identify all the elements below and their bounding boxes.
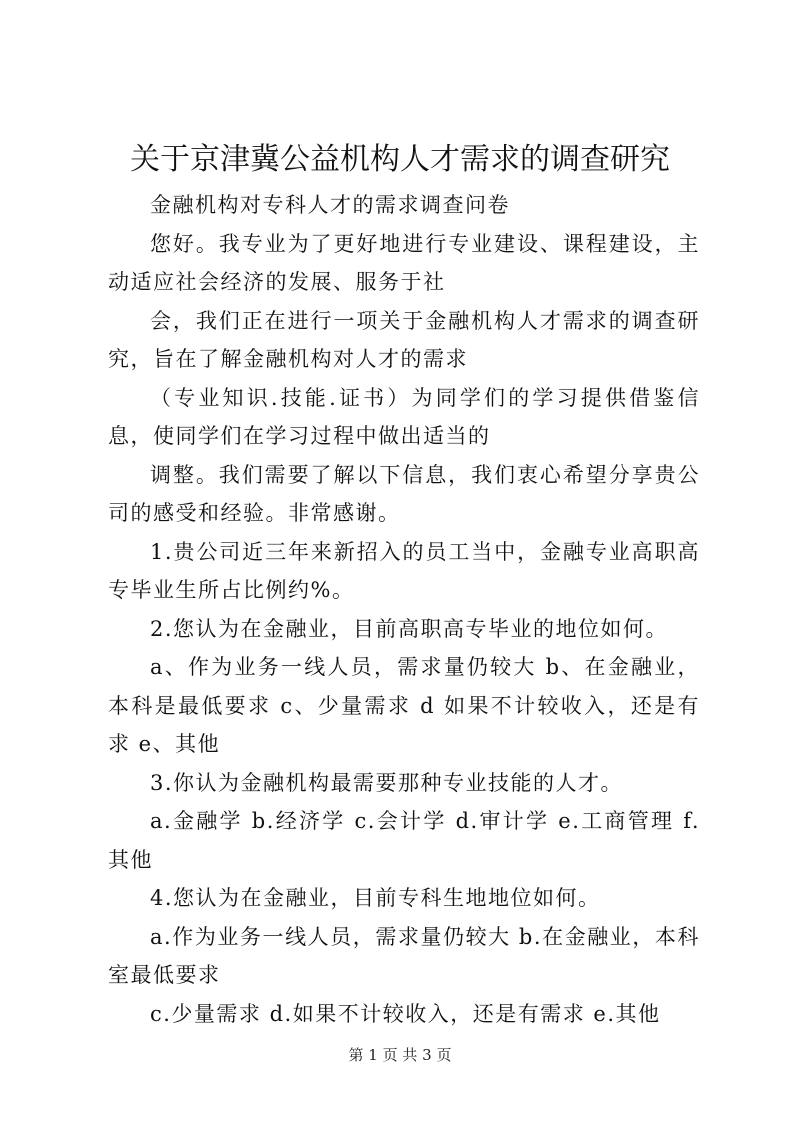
question-2-options: a、作为业务一线人员，需求量仍较大 b、在金融业，本科是最低要求 c、少量需求 d 如果不计较收入，还是有求 e、其他 bbox=[108, 655, 700, 756]
question-4: 4.您认为在金融业，目前专科生地地位如何。 bbox=[150, 886, 601, 910]
question-3: 3.你认为金融机构最需要那种专业技能的人才。 bbox=[150, 770, 624, 795]
question-2: 2.您认为在金融业，目前高职高专毕业的地位如何。 bbox=[150, 616, 669, 641]
question-1: 1.贵公司近三年来新招入的员工当中，金融专业高职高专毕业生所占比例约%。 bbox=[108, 539, 700, 602]
question-4-options: a.作为业务一线人员，需求量仍较大 b.在金融业，本科室最低要求 bbox=[108, 924, 700, 987]
body-paragraph: 您好。我专业为了更好地进行专业建设、课程建设，主动适应社会经济的发展、服务于社 bbox=[108, 231, 700, 294]
body-paragraph: 调整。我们需要了解以下信息，我们衷心希望分享贵公司的感受和经验。非常感谢。 bbox=[108, 462, 700, 525]
question-3-options: a.金融学 b.经济学 c.会计学 d.审计学 e.工商管理 f.其他 bbox=[108, 809, 700, 872]
question-4-options-continued: c.少量需求 d.如果不计较收入，还是有需求 e.其他 bbox=[150, 1001, 661, 1026]
page-number-footer: 第 1 页 共 3 页 bbox=[348, 1046, 452, 1064]
body-paragraph: （专业知识.技能.证书）为同学们的学习提供借鉴信息，使同学们在学习过程中做出适当的 bbox=[108, 385, 700, 448]
document-body bbox=[108, 186, 700, 1033]
body-paragraph: 会，我们正在进行一项关于金融机构人才需求的调查研究，旨在了解金融机构对人才的需求 bbox=[108, 308, 700, 371]
document-title: 关于京津冀公益机构人才需求的调查研究 bbox=[130, 142, 670, 177]
subtitle-paragraph: 金融机构对专科人才的需求调查问卷 bbox=[150, 193, 510, 217]
